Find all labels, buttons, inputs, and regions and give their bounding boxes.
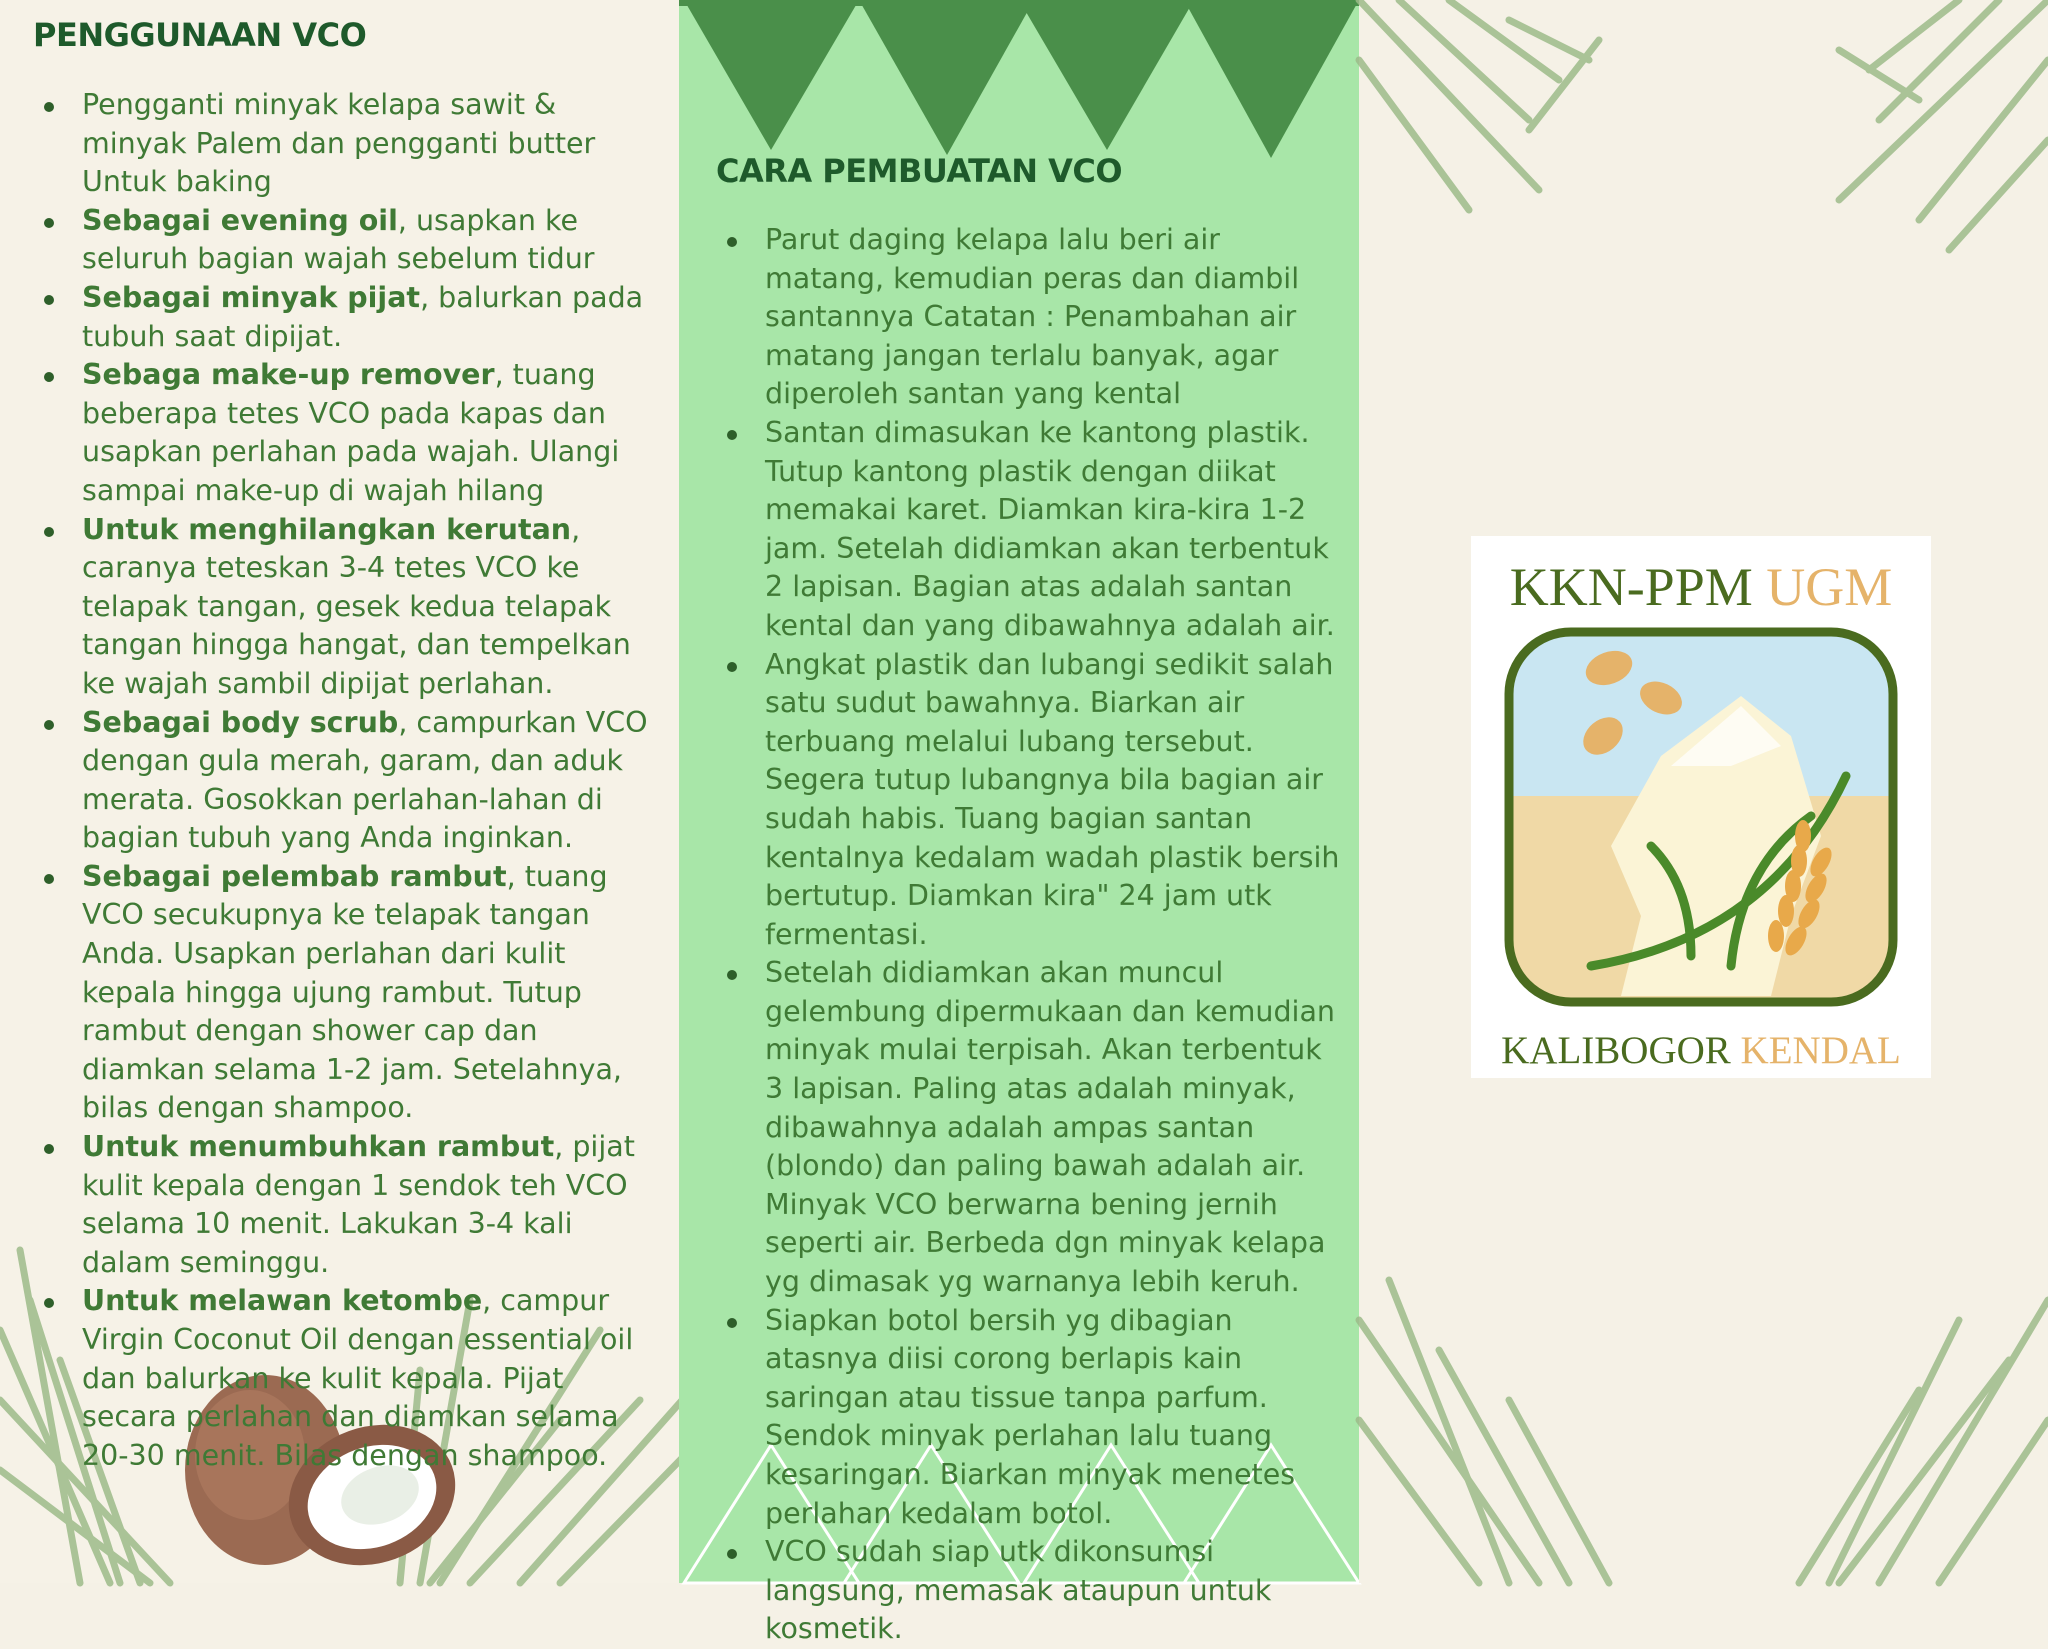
list-item: Parut daging kelapa lalu beri air matang, kemudian peras dan diambil santannya Catatan : Penambahan air matang jangan terlalu banyak, agar diperoleh santan yang kental <box>717 221 1342 414</box>
list-item: Untuk menumbuhkan rambut, pijat kulit kepala dengan 1 sendok teh VCO selama 10 menit. Lakukan 3-4 kali dalam seminggu. <box>34 1128 654 1282</box>
list-item: Sebagai body scrub, campurkan VCO dengan gula merah, garam, dan aduk merata. Gosokkan perlahan-lahan di bagian tubuh yang Anda inginkan. <box>34 704 654 858</box>
logo-title-kkn: KKN-PPM <box>1509 557 1753 617</box>
logo-title-ugm: UGM <box>1766 557 1893 617</box>
uses-list <box>34 86 654 1475</box>
logo-sub-kendal: KENDAL <box>1740 1029 1901 1072</box>
list-item: Untuk melawan ketombe, campur Virgin Coconut Oil dengan essential oil dan balurkan ke kulit kepala. Pijat secara perlahan dan diamkan selama 20-30 menit. Bilas dengan shampoo. <box>34 1282 654 1475</box>
logo-sub-kalibogor: KALIBOGOR <box>1501 1029 1731 1072</box>
list-item: Angkat plastik dan lubangi sedikit salah satu sudut bawahnya. Biarkan air terbuang melalui lubang tersebut. Segera tutup lubangnya bila bagian air sudah habis. Tuang bagian santan kentalnya kedalam wadah plastik bersih bertutup. Diamkan kira" 24 jam utk fermentasi. <box>717 646 1342 955</box>
list-item: Sebagai minyak pijat, balurkan pada tubuh saat dipijat. <box>34 279 654 356</box>
logo-title <box>1471 556 1931 618</box>
right-panel <box>1359 0 2048 1583</box>
list-item: Untuk menghilangkan kerutan, caranya teteskan 3-4 tetes VCO ke telapak tangan, gesek kedua telapak tangan hingga hangat, dan tempelkan ke wajah sambil dipijat perlahan. <box>34 511 654 704</box>
list-item: Pengganti minyak kelapa sawit & minyak Palem dan pengganti butter Untuk baking <box>34 86 654 202</box>
logo-emblem <box>1491 616 1911 1016</box>
list-item: Sebagai pelembab rambut, tuang VCO secukupnya ke telapak tangan Anda. Usapkan perlahan dari kulit kepala hingga ujung rambut. Tutup rambut dengan shower cap dan diamkan selama 1-2 jam. Setelahnya, bilas dengan shampoo. <box>34 858 654 1128</box>
list-item: Santan dimasukan ke kantong plastik. Tutup kantong plastik dengan diikat memakai karet. Diamkan kira-kira 1-2 jam. Setelah didiamkan akan terbentuk 2 lapisan. Bagian atas adalah santan kental dan yang dibawahnya adalah air. <box>717 414 1342 646</box>
list-item: Setelah didiamkan akan muncul gelembung dipermukaan dan kemudian minyak mulai terpisah. Akan terbentuk 3 lapisan. Paling atas adalah minyak, dibawahnya adalah ampas santan (blondo) dan paling bawah adalah air. Minyak VCO berwarna bening jernih seperti air. Berbeda dgn minyak kelapa yg dimasak yg warnanya lebih keruh. <box>717 954 1342 1301</box>
list-item: Sebaga make-up remover, tuang beberapa tetes VCO pada kapas dan usapkan perlahan pada wajah. Ulangi sampai make-up di wajah hilang <box>34 356 654 510</box>
logo-subtitle <box>1471 1028 1931 1073</box>
list-item: Siapkan botol bersih yg dibagian atasnya diisi corong berlapis kain saringan atau tissue tanpa parfum. Sendok minyak perlahan lalu tuang kesaringan. Biarkan minyak menetes perlahan kedalam botol. <box>717 1302 1342 1534</box>
penggunaan-heading: PENGGUNAAN VCO <box>33 16 367 54</box>
kkn-ppm-logo <box>1471 536 1931 1078</box>
list-item: VCO sudah siap utk dikonsumsi langsung, memasak ataupun untuk kosmetik. <box>717 1533 1342 1649</box>
middle-panel <box>679 0 1359 1646</box>
left-panel <box>0 0 679 1583</box>
cara-pembuatan-heading: CARA PEMBUATAN VCO <box>716 152 1123 190</box>
steps-list <box>717 221 1342 1649</box>
list-item: Sebagai evening oil, usapkan ke seluruh bagian wajah sebelum tidur <box>34 202 654 279</box>
